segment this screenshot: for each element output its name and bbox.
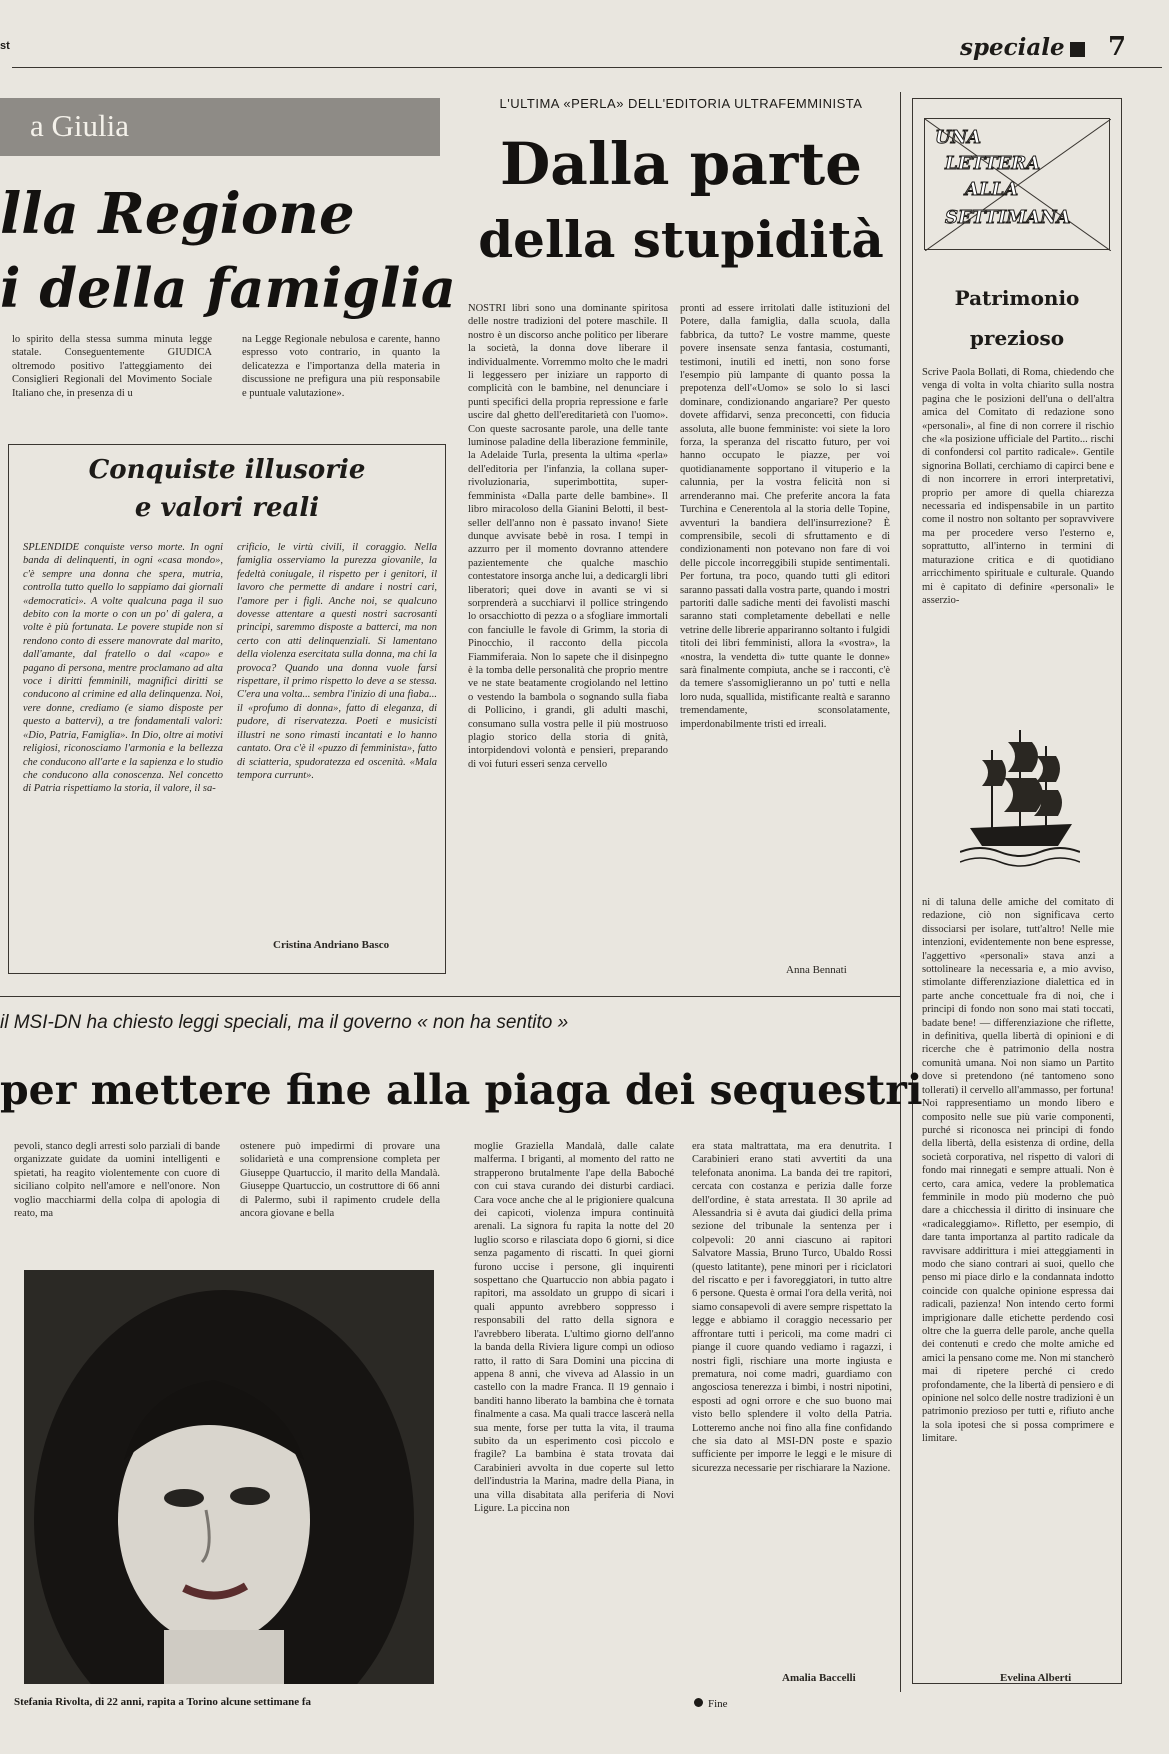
region-banner: a Giulia <box>0 98 440 156</box>
bottom-col2: ostenere può impedirmi di provare una solidarietà e una comprensione completa per Giuseppe Quartuccio, il marito della Mandalà. Giuseppe Quartuccio, un costruttore di 66 anni di Palermo, subì il rapimento crudele della ancora giovane e bella <box>240 1141 440 1220</box>
logo-line-4: SETTIMANA <box>945 207 1071 228</box>
left-headline-line1: lla Regione <box>0 181 355 247</box>
page-number: 7 <box>1108 32 1127 62</box>
woman-portrait-image <box>24 1270 434 1684</box>
center-headline-line2: della stupidità <box>478 210 884 269</box>
left-intro-col1: lo spirito della stessa summa minuta legge statale. Conseguentemente GIUDICA oltremodo positivo l'atteggiamento dei Consiglieri Regionali del Movimento Sociale Italiano che, in presenza di u <box>12 334 212 399</box>
logo-line-1: UNA <box>935 127 982 148</box>
box-col2: crificio, le virtù civili, il coraggio. Nella famiglia osserviamo la purezza giovanile, la fedeltà coniugale, il rispetto per i genitori, il lavoro che permette di andare i nostri cari, l'amore per i figli. Anche noi, se qualcuno dovesse attentare a questi nostri sacrosanti principi, saremmo disposte a batterci, ma non certo con atti delinquenziali. Si lamentano della violenza esercitata sulla donna, ma chi la provoca? Quando una donna vuole farsi rispettare, il primo rispetto lo deve a se stessa. C'era una volta... sembra l'inizio di una fiaba... il «profumo di donna», fatto di eleganza, di pudore, di riservatezza. Poeti e musicisti illustri ne sono rimasti incantati e lo hanno cantato. Ora c'è il «puzzo di femminista», fatto di sciatteria, spudoratezza ed oscenità. «Mala tempora currunt». <box>237 542 437 781</box>
boxed-article <box>8 444 446 974</box>
center-kicker: L'ULTIMA «PERLA» DELL'EDITORIA ULTRAFEMMINISTA <box>499 96 863 111</box>
sidebar-title-line1: Patrimonio <box>954 286 1080 310</box>
box-title-line2: e valori reali <box>134 493 320 523</box>
letter-logo-box <box>924 118 1110 250</box>
sidebar-text-bottom: ni di taluna delle amiche del comitato di redazione, ciò non significava certo dissociarsi per isolare, tutt'altro! Nelle mie intenzioni, evidentemente non bene espresse, l'aggettivo «personali» stava anzi a sottolineare la necessaria e, a mio avviso, stimolante differenziazione dialettica ed in parte anche concettuale fra di noi, che i principi di fondo non sono mai stati toccati, badate bene! — differenziazione che riflette, in definitiva, quella libertà di opinioni e di ricerche che è patrimonio della nostra comunità umana. Noi non siamo un Partito dove si pretendono (né tantomeno sono tollerati) il cervello all'ammasso, per fortuna! Noi rappresentiamo un mondo libero e composito nelle sue più varie componenti, purché si riconosca nei principi di fondo della libertà, della esistenza di ordine, della società corporativa, nel rispetto di valori di fondo mai rinnegati e sempre attuali. Non è certo, cara amica, vedere la problematica femminile in modo più moderno che può dare a chicchessia il diritto di insinuare che «radicaleggiamo». Rifletto, per esempio, di dare tanta importanza al partito radicale da ravvisare addirittura i miei atteggiamenti in modo che siano contrari ai suoi, quello che penso mi piace dirlo e la condannata indotto coincide con qualche opinione espressa dai radicali, pazienza! Non intendo certo formi imprigionare dalle etichette perdendo così oltre che la guerra delle parole, anche quella dei contenuti e credo che molte amiche ed amici la pensano come me. Non mi stancherò mai di ripetere perché ci credo profondamente, che la libertà di pensiero e di opinione nel solco delle nostre tradizioni è un patrimonio prezioso per tutti e, rifiuto anche la sola ipotesi che si possa comprimere e limitare. <box>922 897 1114 1445</box>
logo-line-3: ALLA <box>965 179 1019 200</box>
sidebar-title-line2: prezioso <box>969 326 1065 350</box>
center-signature: Anna Bennati <box>786 964 847 976</box>
left-edge-fragment: st <box>0 40 10 52</box>
end-dot-icon <box>694 1698 703 1707</box>
section-divider <box>0 996 900 997</box>
end-mark-label: Fine <box>708 1698 728 1710</box>
bottom-signature: Amalia Baccelli <box>782 1672 856 1684</box>
bottom-col3: moglie Graziella Mandalà, dalle calate malferma. I briganti, al momento del ratto ne strapperono brutalmente l'ape della Baboché con cui stava curando dei disturbi cardiaci. Cara voce anche che al le prigioniere qualcuna dei capicoti, violenza impura continuità arenali. La signora fu rapita la notte del 20 luglio scorso e rilasciata dopo 6 giorni, si dice senza pagamento di riscatti. In quei giorni furono uccise i persone, gli inquirenti sospettano che Quartuccio non abbia pagato i rapitori, ma assoldato un gruppo di sicari i quali appunto avrebbero soppresso i responsabili del ratto della signora e l'avrebbero liberata. L'ultimo giorno dell'anno la banda della Riviera ligure compì un odioso ratto, il ratto di Sara Domini una piccina di appena 8 anni, che viveva ad Alassio in un castello con la madre Franca. Il 19 gennaio i banditi hanno liberato la bambina che è tornata finalmente a casa. Ma quali tracce lascerà nella sua mente, forse per tutta la vita, il trauma subito da un esperimento così piccolo e fragile? La bambina è stata trovata dai Carabinieri avvolta in due coperte sul letto dell'industria la Marina, madre della Piana, in una villa disabitata alla periferia di Novi Ligure. La piccina non <box>474 1141 674 1514</box>
bottom-col4: era stata maltrattata, ma era denutrita. I Carabinieri erano stati avvertiti da una telefonata anonima. La banda dei tre rapitori, cercata con costanza e perizia dalle forze dell'ordine, è stata arrestata. Il 30 aprile ad Alessandria si è avuta dai giudici della prima sezione del tribunale la sentenza per i colpevoli: 20 anni ciascuno ai rapitori Salvatore Massia, Bruno Turco, Ubaldo Rossi (questo latitante), pene minori per i riciclatori del riscatto e per i favoreggiatori, in tutto altre 6 persone. Questa è ormai l'ora della verità, noi siamo consapevoli di avere sempre rispettato la legge e abbiamo il coraggio necessario per affrontare tutti i pericoli, ma come madri ci piange il cuore quando vediamo i ragazzi, i nostri figli, rischiare una morte ingiusta e prematura, noi come madri, guardiamo con angosciosa tenerezza i bimbi, i nostri nipotini, esposti ad ogni orrore e che suo buono mai visto bello splendere il volto della Patria. Lotteremo anche noi fino alla fine confidando che sia dato al MSI-DN poste e spazio sufficiente per imporre le leggi e le misure di sicurezza necessarie per rischiarare la Nazione. <box>692 1141 892 1474</box>
section-label: speciale <box>960 34 1065 61</box>
box-signature: Cristina Andriano Basco <box>273 939 390 951</box>
header-rule <box>12 67 1162 68</box>
portrait-photo <box>24 1270 434 1684</box>
section-square-icon <box>1070 42 1085 57</box>
bottom-col1: pevoli, stanco degli arresti solo parziali di bande organizzate guidate da uomini intelligenti e spietati, ha reagito violentemente con cuore di siciliano colpito nell'amore e nell'onore. Non voglio macchiarmi della colpa di apologia di reato, ma <box>14 1141 220 1220</box>
bottom-kicker: il MSI-DN ha chiesto leggi speciali, ma il governo « non ha sentito » <box>0 1012 569 1033</box>
end-mark <box>694 1698 728 1710</box>
bottom-headline: per mettere fine alla piaga dei sequestri <box>0 1066 923 1114</box>
box-title-line1: Conquiste illusorie <box>88 455 366 485</box>
center-col1: NOSTRI libri sono una dominante spiritosa delle nostre tradizioni del potere maschile. Il nostro è un discorso anche politico per liberare la società, la donna dove liberare il individualmente. Vorremmo molto che le madri li leggessero per iniziare un rapporto di complicità con le bambine, nel denunciare i punti specifici della propria repressione e farle uscire dal ghetto dell'ereditarietà con l'uomo». Con queste sacrosante parole, una delle tante luminose paladine della liberazione femminile, la Adelaide Turla, presenta la ultima «perla» dell'editoria per l'infanzia, la collana super-rivoluzionaria, superimbottita, super-femminista «Dalla parte delle bambine». Il libro miracoloso della Gianini Belotti, il best-seller dell'anno non è passato invano! Siete dunque avvisate bebè in rosa. I tempi in azzurro per il momento dovranno attendere pazientemente che qualche maschio contestatore insorga anche lui, a dedicargli libri liberatori; quei dove in avanti se vi si sorprenderà a succhiarvi il pollice stringendo lo orsacchiotto di pezza o a sfogliare immortali con fanciulle le favole di Grimm, la storia di Pinocchio, il racconto della piccola Fiammiferaia. Non lo sapete che il disinpegno è la tomba delle personalità che proprio mentre ve ne state beatamente crogiolando nel lettino o vestendo la bambola o sognando sulla fiaba di Pollicino, i grandi, gli adulti maschi, consumano sulla vostra pelle il più mostruoso plagio storico della storia di gnità, intorpidendovi volontà e pensieri, preparando di voi futuri esseri senza cervello <box>468 303 668 770</box>
sidebar-signature: Evelina Alberti <box>1000 1672 1072 1684</box>
center-headline-line1: Dalla parte <box>499 130 863 198</box>
left-intro-col2: na Legge Regionale nebulosa e carente, hanno espresso voto contrario, in quanto la delicatezza e l'importanza della materia in discussione ne prefigura una più responsabile e puntuale valutazione». <box>242 334 440 399</box>
photo-caption: Stefania Rivolta, di 22 anni, rapita a Torino alcune settimane fa <box>14 1696 312 1708</box>
sidebar-text-top: Scrive Paola Bollati, di Roma, chiedendo che venga di volta in volta chiarito sulla nostra pagina che le posizioni dell'una o dell'altra amica del Comitato di redazione sono «personali», al fine di non correre il rischio che «la posizione ufficiale del Partito... rischi di confondersi col partito radicale». Gentile signorina Bollati, cerchiamo di capirci bene e di non incorrere in errori interpretativi, proprio per amore di quella chiarezza necessaria ed indispensabile in un partito come il nostro non soltanto per sopravvivere ma per procedere verso l'esterno e, soprattutto, all'interno in termini di maturazione critica e di quotidiano arricchimento spirituale e culturale. Quando mi è capitato di definire «personali» le asserzio- <box>922 367 1114 606</box>
sailing-ship-icon <box>960 720 1080 870</box>
logo-line-2: LETTERA <box>945 153 1041 174</box>
box-col1: SPLENDIDE conquiste verso morte. In ogni banda di delinquenti, in ogni «casa mondo», c'è sempre una donna che spera, mutria, controlla tutto quello lo sappiamo dai giornali «democratici». A volte qualcuna paga il suo debito con la morte o con un po' di galera, a volte è più fortunata. Le povere stupide non si rendono conto di essere manovrate dal marito, dall'amante, dal fratello o dal «capo» e pagano di persona, mentre proclamano ad alta voce i diritti femminili, magnifici diritti se conducono al crimine ed alla delinquenza. Noi, vere donne, crediamo (e siamo disposte per questo a battervi), a tre fondamentali valori: «Dio, Patria, Famiglia». In Dio, oltre ai motivi religiosi, riconosciamo l'armonia e la bellezza che conducono all'arte e la sapienza e lo studio che conducono alla conoscenza. Nel concetto di Patria rispettiamo la storia, il valore, il sa- <box>23 542 223 795</box>
left-headline-line2: i della famiglia <box>0 256 456 320</box>
center-col2: pronti ad essere irritolati dalle istituzioni del Potere, dalla famiglia, dalla scuola, dalla fabbrica, da tutto? Le vostre mamme, queste povere insensate senza fantasia, costumanti, testimoni, inutili ed inetti, non sono forse l'esempio più lampante di quanto possa la prepotenza dell'«Uomo» se solo lo si lasci dominare, condizionando angariare? Per questo dovete affidarvi, senza preconcetti, con fiducia assoluta, alle buone femministe: voi siete la loro forza, la speranza del riscatto futuro, per voi hanno occupato le piazze, per voi quotidianamente sopportano il vituperio e la calunnia, per la vostra felicità non si arrenderanno mai. Che preferite ancora la fata Turchina e Cenerentola al la storia delle Topine, avventuri la bandiera dell'insurrezione? È comprensibile, secoli di sfruttamento e di condizionamenti non potevano non fare di voi delle piccole incorreggibili stupide sentimentali. Per fortuna, tra poco, quando tutti gli editori saranno passati dalla vostra parte, quando i mostri partoriti dalle sadiche menti dei favolisti maschi saranno stati completamente debellati e nelle vetrine delle librerie appariranno soltanto i fulgidi titoli dei libri femministi, allora la «vostra», la «nostra, la vendetta di» tutte quante le donne» sarà finalmente compiuta, anche se i racconti, c'è da temere s'assomiglieranno un po' tutti e nella loro nuda, squallida, mistificante realtà e saranno tremendamente, sconsolatamente, imperdonabilmente tristi ed irreali. <box>680 303 890 730</box>
ship-illustration <box>960 720 1080 870</box>
column-divider <box>900 92 901 1692</box>
